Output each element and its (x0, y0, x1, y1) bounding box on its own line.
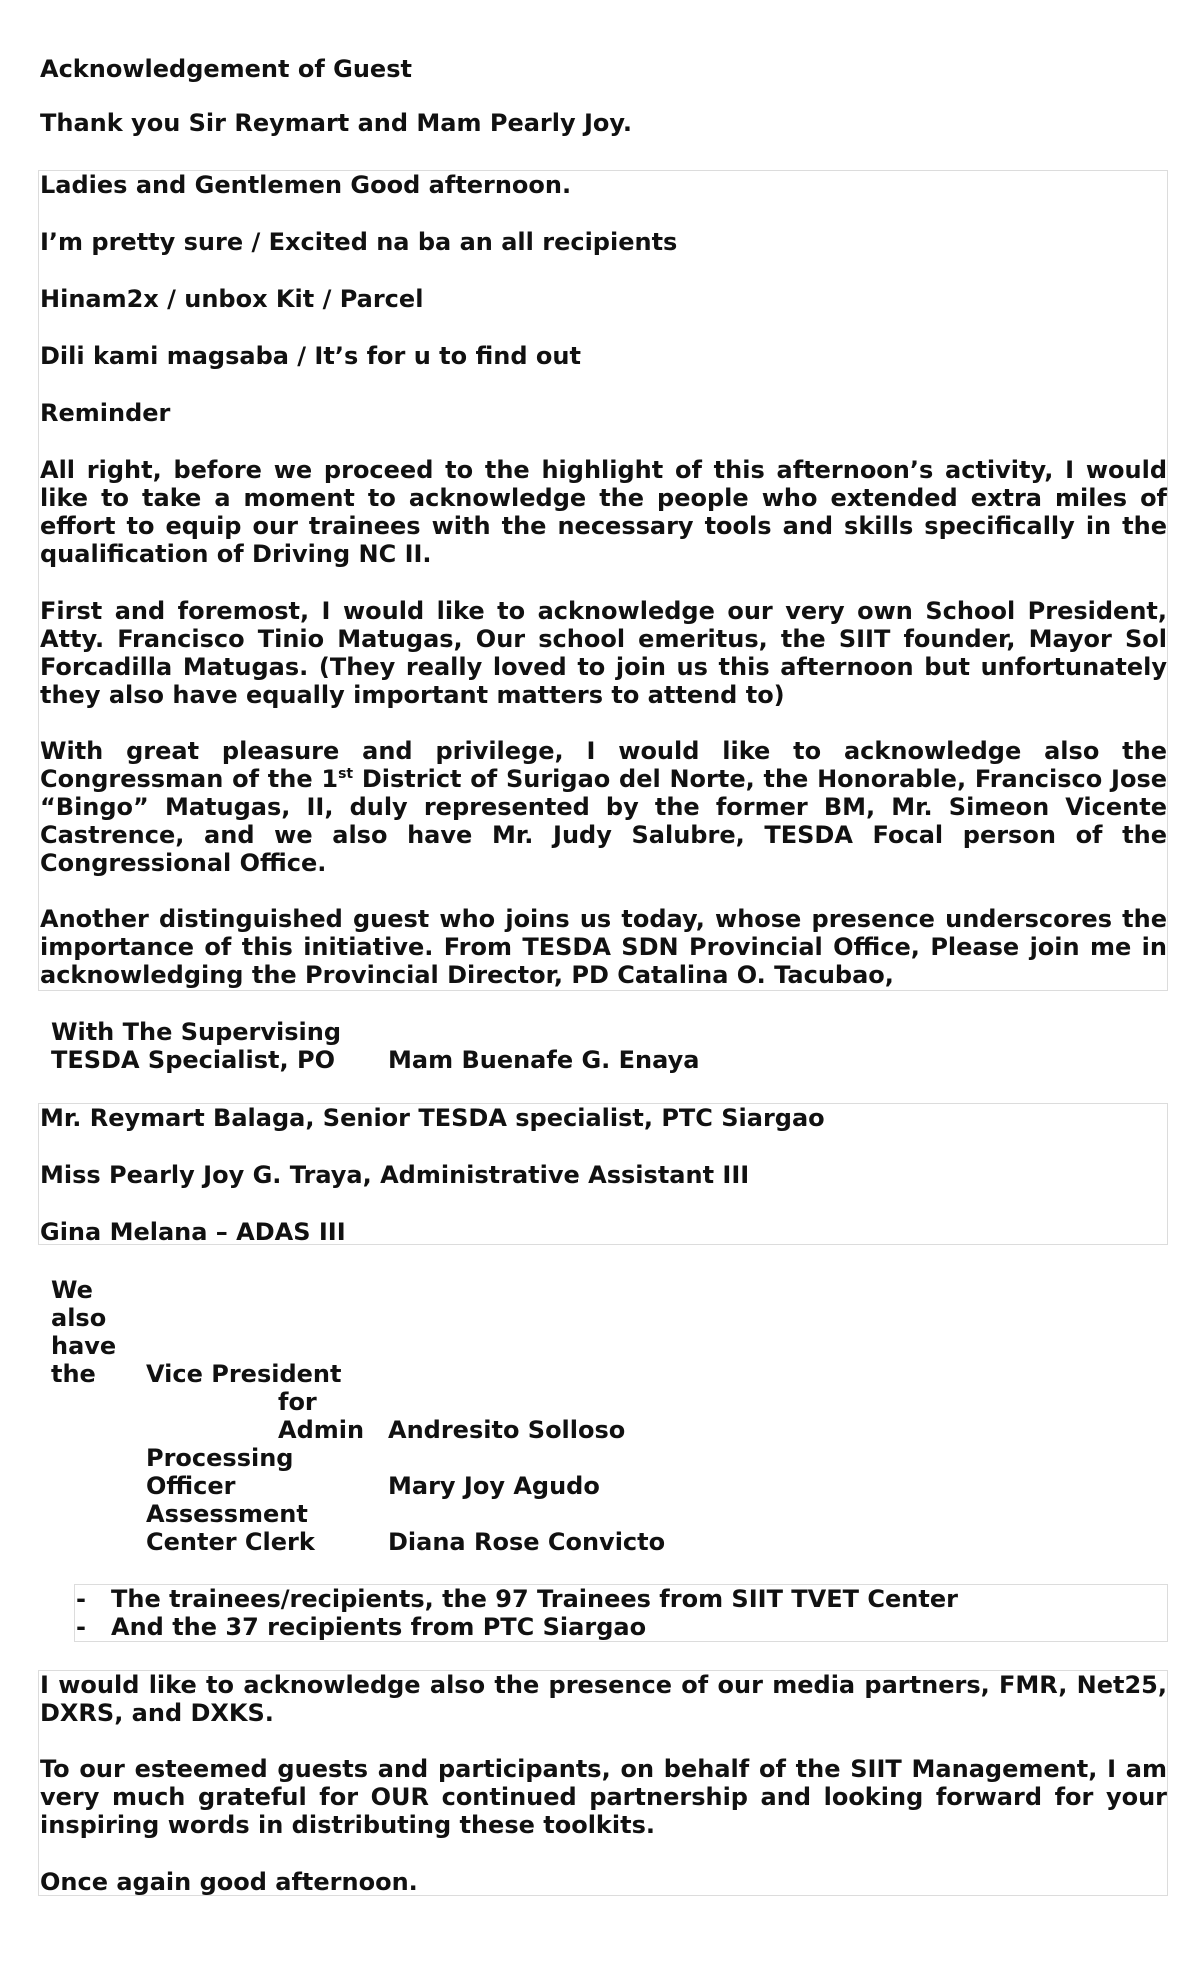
page-title: Acknowledgement of Guest (40, 55, 412, 83)
bullet-marker: - (76, 1613, 86, 1641)
officer-position-line: Processing (146, 1444, 294, 1472)
intro-paragraph-1: All right, before we proceed to the highlight of this afternoon’s activity, I would like to take a moment to acknowledge the people who extended extra miles of effort to equip our trainees with the necessary tools and skills specifically in the qualification of Driving NC II. (40, 456, 1167, 568)
intro-word: also (51, 1304, 107, 1332)
intro-paragraph-3 (40, 737, 1167, 877)
bullet-marker: - (76, 1585, 86, 1613)
intro-paragraph-4: Another distinguished guest who joins us today, whose presence underscores the importance of this initiative. From TESDA SDN Provincial Office, Please join me in acknowledging the Provincial Director, PD Catalina O. Tacubao, (40, 905, 1167, 989)
closing-paragraph-2: To our esteemed guests and participants, on behalf of the SIIT Management, I am very much grateful for OUR continued partnership and looking forward for your inspiring words in distributing these toolkits. (40, 1755, 1167, 1839)
officer-position-line: Vice President (146, 1360, 342, 1388)
intro-paragraph-2: First and foremost, I would like to acknowledge our very own School President, Atty. Francisco Tinio Matugas, Our school emeritus, the SIIT founder, Mayor Sol Forcadilla Matugas. (They really loved to join us this afternoon but unfortunately they also have equally important matters to attend to) (40, 597, 1167, 709)
supervising-name: Mam Buenafe G. Enaya (388, 1046, 700, 1074)
ordinal-suffix: st (338, 766, 354, 782)
para3-text-a: With great pleasure and privilege, I would like to acknowledge also the Congressman of the 1 (40, 737, 1167, 793)
list-item: And the 37 recipients from PTC Siargao (111, 1613, 647, 1641)
supervising-label-line-1: With The Supervising (51, 1018, 342, 1046)
officer-name: Diana Rose Convicto (388, 1528, 666, 1556)
closing-paragraph-1: I would like to acknowledge also the presence of our media partners, FMR, Net25, DXRS, and DXKS. (40, 1671, 1167, 1727)
reminder-label: Reminder (40, 399, 171, 427)
officer-name: Andresito Solloso (388, 1416, 626, 1444)
supervising-label-line-2: TESDA Specialist, PO (51, 1046, 335, 1074)
intro-line-4: Dili kami magsaba / It’s for u to find out (40, 342, 581, 370)
officer-position-line: Officer (146, 1472, 236, 1500)
list-item: The trainees/recipients, the 97 Trainees from SIIT TVET Center (111, 1585, 958, 1613)
officer-position-line: Admin (278, 1416, 365, 1444)
staff-line-1: Mr. Reymart Balaga, Senior TESDA specialist, PTC Siargao (40, 1104, 825, 1132)
intro-word: the (51, 1360, 96, 1388)
officer-position-line: Center Clerk (146, 1528, 315, 1556)
thanks-line: Thank you Sir Reymart and Mam Pearly Joy. (40, 109, 632, 137)
intro-word: We (51, 1276, 93, 1304)
intro-line-2: I’m pretty sure / Excited na ba an all recipients (40, 228, 678, 256)
greeting: Ladies and Gentlemen Good afternoon. (40, 171, 572, 199)
officer-name: Mary Joy Agudo (388, 1472, 600, 1500)
staff-line-2: Miss Pearly Joy G. Traya, Administrative Assistant III (40, 1161, 750, 1189)
staff-line-3: Gina Melana – ADAS III (40, 1218, 346, 1246)
officer-position-line: Assessment (146, 1500, 308, 1528)
intro-word: have (51, 1332, 117, 1360)
officer-position-line: for (278, 1388, 317, 1416)
para3-text-b: District of Surigao del Norte, the Honorable, Francisco Jose “Bingo” Matugas, II, duly represented by the former BM, Mr. Simeon Vicente Castrence, and we also have Mr. Judy Salubre, TESDA Focal person of the Congressional Office. (40, 765, 1167, 877)
intro-line-3: Hinam2x / unbox Kit / Parcel (40, 285, 424, 313)
closing-final-line: Once again good afternoon. (40, 1868, 418, 1896)
